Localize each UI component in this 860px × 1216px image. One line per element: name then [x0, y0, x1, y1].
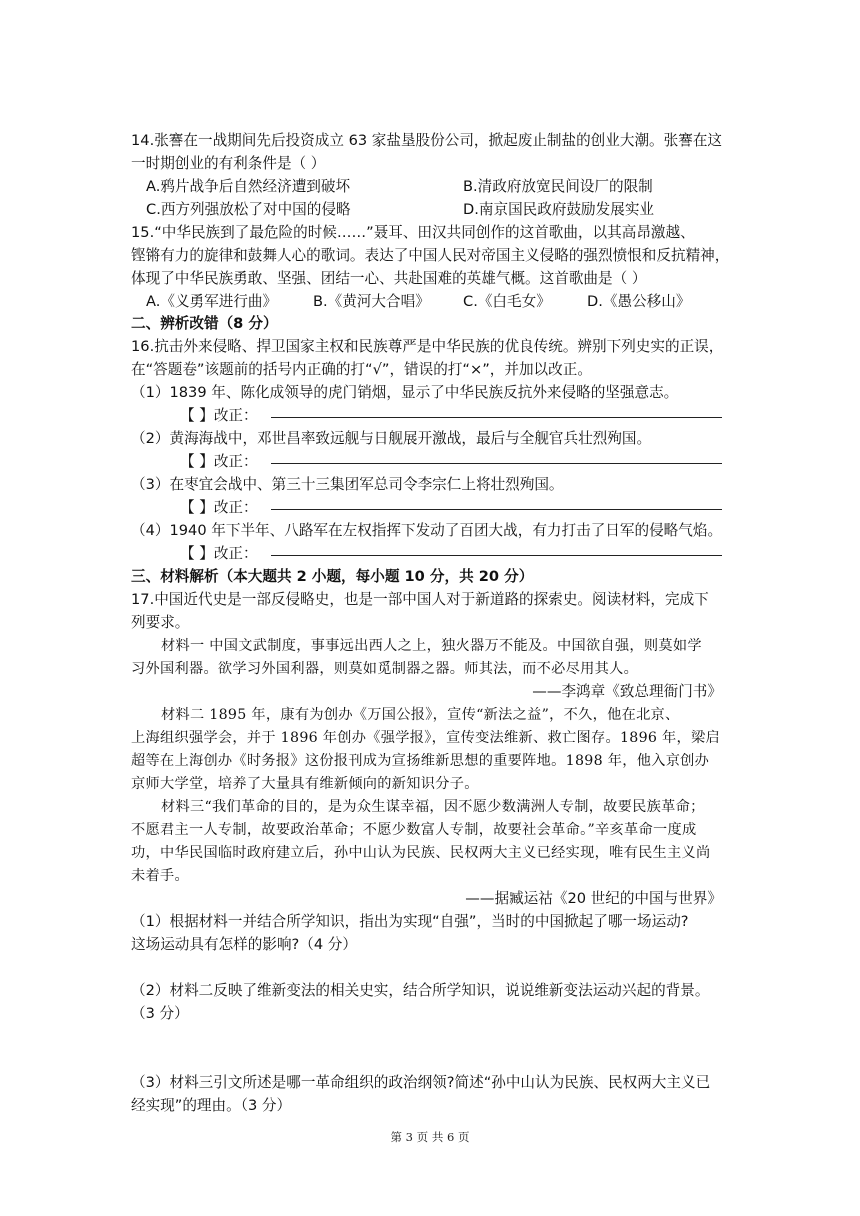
subquestion-2-line2: （3 分）: [131, 1005, 189, 1022]
q15-option-d: D.《愚公移山》: [587, 293, 691, 310]
q16-item-3: （3）在枣宜会战中、第三十三集团军总司令李宗仁上将壮烈殉国。: [131, 476, 564, 493]
subquestion-3-line2: 经实现”的理由。（3 分）: [131, 1097, 292, 1114]
material1-line2: 习外国利器。欲学习外国利器，则莫如觅制器之器。师其法，而不必尽用其人。: [131, 661, 639, 677]
material3-line3: 功，中华民国临时政府建立后，孙中山认为民族、民权两大主义已经实现，唯有民生主义尚: [131, 845, 711, 861]
material2-line2: 上海组织强学会，并于 1896 年创办《强学报》，宣传变法维新、救亡图存。1896 年，梁启: [131, 730, 721, 746]
q14-option-d: D.南京国民政府鼓励发展实业: [463, 201, 655, 218]
q15-option-b: B.《黄河大合唱》: [313, 293, 430, 310]
material3-line1: 材料三“我们革命的目的，是为众生谋幸福，因不愿少数满洲人专制，故要民族革命；: [161, 799, 705, 815]
subquestion-3-line1: （3）材料三引文所述是哪一革命组织的政治纲领?简述“孙中山认为民族、民权两大主义已: [131, 1074, 711, 1091]
page-number: 第 3 页 共 6 页: [390, 1130, 470, 1144]
subquestion-2-line1: （2）材料二反映了维新变法的相关史实，结合所学知识，说说维新变法运动兴起的背景。: [131, 982, 710, 999]
q16-item-3-correction-label: 【 】改正：: [180, 499, 258, 516]
q16-item-1-answer-line[interactable]: [271, 417, 722, 418]
q16-item-1: （1）1839 年、陈化成领导的虎门销烟，显示了中华民族反抗外来侵略的坚强意志。: [131, 384, 679, 401]
q15-stem-line2: 铿锵有力的旋律和鼓舞人心的歌词。表达了中国人民对帝国主义侵略的强烈愤恨和反抗精神，: [131, 247, 730, 264]
q16-intro-line1: 16.抗击外来侵略、捍卫国家主权和民族尊严是中华民族的优良传统。辨别下列史实的正误，: [131, 338, 724, 355]
q14-option-c: C.西方列强放松了对中国的侵略: [146, 201, 351, 218]
section2-heading: 二、辨析改错（8 分）: [131, 315, 278, 332]
material2-line3: 超等在上海创办《时务报》这份报刊成为宣扬维新思想的重要阵地。1898 年，他入京创办: [131, 753, 710, 769]
subquestion-1-line2: 这场运动具有怎样的影响?（4 分）: [131, 936, 357, 953]
subquestion-1-line1: （1）根据材料一并结合所学知识，指出为实现“自强”，当时的中国掀起了哪一场运动?: [131, 913, 689, 930]
q16-intro-line2: 在“答题卷”该题前的括号内正确的打“√”，错误的打“×”，并加以改正。: [131, 361, 592, 378]
q16-item-1-correction-label: 【 】改正：: [180, 407, 258, 424]
material3-source: ——据臧运祜《20 世纪的中国与世界》: [465, 890, 722, 907]
material2-line1: 材料二 1895 年，康有为创办《万国公报》，宣传“新法之益”，不久，他在北京、: [161, 707, 680, 723]
q16-item-4-correction-label: 【 】改正：: [180, 545, 258, 562]
material1-line1: 材料一 中国文武制度，事事远出西人之上，独火器万不能及。中国欲自强，则莫如学: [161, 638, 702, 654]
q16-item-2: （2）黄海海战中，邓世昌率致远舰与日舰展开激战，最后与全舰官兵壮烈殉国。: [131, 430, 652, 447]
q15-option-a: A.《义勇军进行曲》: [146, 293, 278, 310]
q14-option-a: A.鸦片战争后自然经济遭到破坏: [146, 178, 351, 195]
q15-stem-line3: 体现了中华民族勇敢、坚强、团结一心、共赴国难的英雄气概。这首歌曲是（ ）: [131, 270, 647, 287]
q16-item-3-answer-line[interactable]: [271, 509, 722, 510]
q15-stem-line1: 15.“中华民族到了最危险的时候……”聂耳、田汉共同创作的这首歌曲，以其高昂激越、: [131, 224, 695, 241]
section3-heading: 三、材料解析（本大题共 2 小题，每小题 10 分，共 20 分）: [131, 568, 534, 585]
q16-item-2-correction-label: 【 】改正：: [180, 453, 258, 470]
material1-source: ——李鸿章《致总理衙门书》: [532, 683, 722, 700]
q15-option-c: C.《白毛女》: [463, 293, 551, 310]
q14-stem-line1: 14.张謇在一战期间先后投资成立 63 家盐垦股份公司，掀起废止制盐的创业大潮。张謇在这: [131, 132, 723, 149]
q16-item-2-answer-line[interactable]: [271, 463, 722, 464]
q16-item-4: （4）1940 年下半年、八路军在左权指挥下发动了百团大战，有力打击了日军的侵略气焰。: [131, 522, 723, 539]
q17-intro-line2: 列要求。: [131, 614, 190, 631]
material3-line4: 未着手。: [131, 868, 189, 884]
q14-stem-line2: 一时期创业的有利条件是（ ）: [131, 155, 326, 172]
q14-option-b: B.清政府放宽民间设厂的限制: [463, 178, 653, 195]
material2-line4: 京师大学堂，培养了大量具有维新倾向的新知识分子。: [131, 776, 479, 792]
material3-line2: 不愿君主一人专制，故要政治革命；不愿少数富人专制，故要社会革命。”辛亥革命一度成: [131, 822, 697, 838]
q16-item-4-answer-line[interactable]: [271, 555, 722, 556]
q17-intro-line1: 17.中国近代史是一部反侵略史，也是一部中国人对于新道路的探索史。阅读材料，完成下: [131, 591, 709, 608]
